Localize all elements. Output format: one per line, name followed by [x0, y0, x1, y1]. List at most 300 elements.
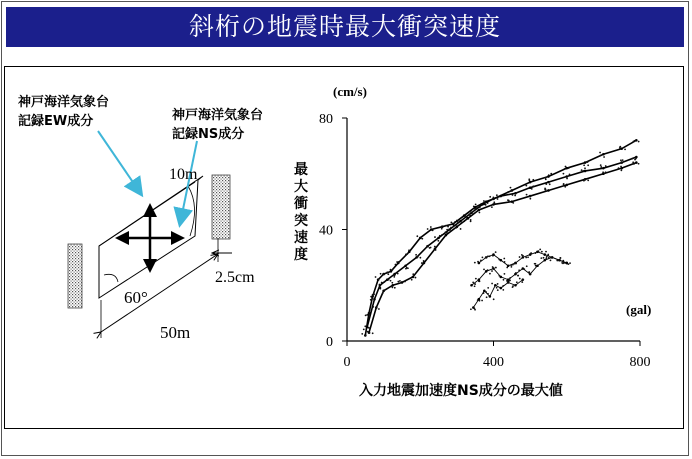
data-point-scatter [484, 202, 486, 204]
data-point-scatter [367, 331, 369, 333]
y-axis-title: 最大衝突速度 [294, 162, 308, 263]
data-point-scatter [492, 266, 494, 268]
label-ew-line1: 神戸海洋気象台 [18, 95, 110, 110]
data-point-scatter [545, 257, 547, 259]
data-point [635, 161, 638, 164]
data-point-scatter [600, 166, 602, 168]
data-point-scatter [441, 234, 443, 236]
data-point-scatter [632, 161, 634, 163]
data-point-scatter [441, 228, 443, 230]
data-point-scatter [489, 196, 491, 198]
data-point-scatter [492, 255, 494, 257]
label-ns-line2: 記録NS成分 [172, 127, 245, 142]
data-point-scatter [514, 195, 516, 197]
data-point-scatter [450, 227, 452, 229]
data-point-scatter [600, 164, 602, 166]
data-point-scatter [477, 261, 479, 263]
data-point-scatter [397, 273, 399, 275]
x-tick-label: 800 [629, 355, 651, 370]
data-point-scatter [491, 283, 493, 285]
dim-clearance-label: 2.5cm [215, 269, 255, 286]
data-point-scatter [372, 306, 374, 308]
y-tick-label: 80 [319, 112, 333, 127]
data-point-scatter [530, 252, 532, 254]
data-point-scatter [457, 221, 459, 223]
y-unit-label: (cm/s) [333, 84, 367, 99]
data-point-scatter [394, 287, 396, 289]
data-point-scatter [512, 202, 514, 204]
data-point-scatter [439, 235, 441, 237]
data-point [514, 284, 517, 287]
data-point [543, 253, 546, 256]
data-point-scatter [364, 335, 366, 337]
dim-angle-label: 60° [124, 288, 148, 307]
data-point-scatter [479, 280, 481, 282]
data-point-scatter [496, 194, 498, 196]
data-point-scatter [504, 273, 506, 275]
data-point-scatter [386, 271, 388, 273]
data-point-scatter [587, 164, 589, 166]
data-point-scatter [632, 141, 634, 143]
data-point-scatter [496, 287, 498, 289]
data-point-scatter [406, 267, 408, 269]
data-point-scatter [390, 269, 392, 271]
x-tick-label: 400 [483, 355, 504, 370]
data-point-scatter [487, 269, 489, 271]
data-point-scatter [415, 254, 417, 256]
data-point-scatter [378, 279, 380, 281]
data-point-scatter [497, 283, 499, 285]
data-point-scatter [485, 291, 487, 293]
data-point-scatter [531, 188, 533, 190]
data-point-scatter [372, 332, 374, 334]
data-point-scatter [391, 287, 393, 289]
data-point-scatter [472, 281, 474, 283]
data-point-scatter [415, 277, 417, 279]
data-point [483, 290, 486, 293]
data-point-scatter [515, 192, 517, 194]
data-point-scatter [378, 308, 380, 310]
data-point-scatter [383, 281, 385, 283]
data-point-scatter [638, 141, 640, 143]
data-point-scatter [471, 211, 473, 213]
data-point-scatter [470, 308, 472, 310]
data-point-scatter [391, 282, 393, 284]
abutment-left [68, 244, 82, 308]
data-point-scatter [363, 328, 365, 330]
data-point-scatter [528, 272, 530, 274]
data-point-scatter [427, 228, 429, 230]
y-tick-label: 0 [326, 335, 333, 350]
data-point-scatter [461, 216, 463, 218]
data-point-scatter [519, 278, 521, 280]
data-point [478, 209, 481, 212]
data-point-scatter [539, 248, 541, 250]
label-ns-line1: 神戸海洋気象台 [172, 108, 264, 123]
data-point-scatter [441, 226, 443, 228]
data-point-scatter [483, 200, 485, 202]
data-point-scatter [475, 278, 477, 280]
data-point-scatter [388, 279, 390, 281]
data-point-scatter [582, 170, 584, 172]
angle-arc [104, 274, 118, 282]
data-point-scatter [529, 195, 531, 197]
data-point-scatter [522, 279, 524, 281]
slide-title: 斜桁の地震時最大衝突速度 [6, 7, 684, 47]
data-point-scatter [618, 167, 620, 169]
data-point-scatter [497, 198, 499, 200]
data-point-scatter [515, 263, 517, 265]
data-point [404, 264, 407, 267]
data-point-scatter [492, 196, 494, 198]
data-point [543, 259, 546, 262]
data-point-scatter [621, 161, 623, 163]
data-point-scatter [430, 247, 432, 249]
data-point-scatter [421, 238, 423, 240]
data-point-scatter [526, 265, 528, 267]
data-point-scatter [371, 297, 373, 299]
data-point-scatter [364, 325, 366, 327]
data-point-scatter [404, 281, 406, 283]
data-point-scatter [482, 256, 484, 258]
data-point-scatter [379, 288, 381, 290]
data-point-scatter [510, 187, 512, 189]
data-point-scatter [549, 183, 551, 185]
data-point-scatter [526, 194, 528, 196]
data-point-scatter [399, 280, 401, 282]
data-point-scatter [509, 277, 511, 279]
data-point-scatter [550, 259, 552, 261]
data-point-scatter [411, 279, 413, 281]
data-point-scatter [481, 300, 483, 302]
data-point-scatter [504, 261, 506, 263]
data-point-scatter [420, 236, 422, 238]
data-point [437, 237, 440, 240]
data-point-scatter [638, 163, 640, 165]
data-point-scatter [510, 264, 512, 266]
data-point-scatter [474, 309, 476, 311]
data-point [565, 184, 568, 187]
arrow-head-up [143, 203, 157, 217]
data-point-scatter [564, 262, 566, 264]
data-point-scatter [566, 178, 568, 180]
data-point-scatter [603, 156, 605, 158]
data-point-scatter [455, 227, 457, 229]
data-point-scatter [493, 298, 495, 300]
data-point-scatter [398, 261, 400, 263]
data-point-scatter [562, 260, 564, 262]
data-point-scatter [540, 257, 542, 259]
dim-gap-label: 10m [169, 166, 198, 183]
data-point [565, 262, 568, 265]
data-point-scatter [369, 332, 371, 334]
arrow-head-left [115, 231, 129, 245]
data-point-scatter [373, 293, 375, 295]
data-point-scatter [560, 257, 562, 259]
data-point-scatter [587, 179, 589, 181]
data-point-scatter [408, 249, 410, 251]
data-point [635, 139, 638, 142]
data-point-scatter [421, 262, 423, 264]
data-point-scatter [492, 198, 494, 200]
data-point-scatter [491, 270, 493, 272]
data-point-scatter [521, 281, 523, 283]
data-point-scatter [483, 292, 485, 294]
data-point-scatter [453, 225, 455, 227]
data-point-scatter [485, 204, 487, 206]
y-tick-label: 40 [319, 223, 333, 239]
data-point-scatter [435, 249, 437, 251]
data-point-scatter [365, 314, 367, 316]
data-point-scatter [532, 185, 534, 187]
data-point-scatter [511, 190, 513, 192]
data-point-scatter [437, 240, 439, 242]
data-point-scatter [583, 180, 585, 182]
data-point-scatter [395, 264, 397, 266]
data-point-scatter [456, 220, 458, 222]
data-point-scatter [460, 228, 462, 230]
data-point-scatter [489, 273, 491, 275]
data-point-scatter [619, 146, 621, 148]
data-point-scatter [538, 250, 540, 252]
data-point-scatter [479, 206, 481, 208]
abutment-right [212, 175, 230, 239]
data-point-scatter [516, 281, 518, 283]
data-point-scatter [450, 221, 452, 223]
data-point-scatter [432, 229, 434, 231]
data-point-scatter [508, 200, 510, 202]
data-point-scatter [569, 262, 571, 264]
data-point-scatter [391, 269, 393, 271]
data-point-scatter [599, 152, 601, 154]
data-point [602, 153, 605, 156]
data-point-scatter [558, 259, 560, 261]
data-point-scatter [394, 274, 396, 276]
data-point-scatter [474, 285, 476, 287]
data-point-scatter [587, 161, 589, 163]
data-point-scatter [564, 168, 566, 170]
data-point-scatter [387, 273, 389, 275]
data-point-scatter [397, 281, 399, 283]
series-trace [367, 140, 636, 327]
arrow-head-right [171, 231, 185, 245]
data-point-scatter [528, 178, 530, 180]
data-point-scatter [622, 159, 624, 161]
data-point-scatter [382, 292, 384, 294]
length-dimension-arrow [101, 254, 218, 332]
data-point-scatter [583, 164, 585, 166]
data-point-scatter [474, 208, 476, 210]
series-trace [365, 157, 636, 335]
data-point-scatter [427, 245, 429, 247]
data-point-scatter [361, 333, 363, 335]
data-point-scatter [502, 285, 504, 287]
data-point-scatter [603, 172, 605, 174]
data-point-scatter [620, 169, 622, 171]
data-point-scatter [600, 155, 602, 157]
data-point-scatter [529, 198, 531, 200]
data-point-scatter [470, 219, 472, 221]
data-point-scatter [473, 205, 475, 207]
data-point-scatter [419, 257, 421, 259]
pointer-arrow-ew [98, 131, 141, 194]
data-point [445, 234, 448, 237]
data-point-scatter [497, 289, 499, 291]
data-point-scatter [550, 257, 552, 259]
data-point-scatter [430, 226, 432, 228]
data-point-scatter [379, 284, 381, 286]
data-point-scatter [527, 256, 529, 258]
data-point [602, 167, 605, 170]
data-point [494, 284, 497, 287]
data-point-scatter [568, 167, 570, 169]
x-unit-label: (gal) [626, 302, 652, 317]
data-point-scatter [512, 285, 514, 287]
data-point-scatter [487, 255, 489, 257]
data-point-scatter [545, 189, 547, 191]
data-point-scatter [510, 266, 512, 268]
data-point-scatter [384, 289, 386, 291]
data-point [547, 181, 550, 184]
data-point-scatter [406, 253, 408, 255]
data-point-scatter [495, 251, 497, 253]
data-point-scatter [541, 251, 543, 253]
data-point-scatter [513, 263, 515, 265]
series-trace [479, 252, 567, 266]
data-point-scatter [532, 179, 534, 181]
data-point-scatter [515, 272, 517, 274]
data-point-scatter [518, 269, 520, 271]
data-point-scatter [480, 259, 482, 261]
data-point-scatter [366, 314, 368, 316]
data-point-scatter [396, 261, 398, 263]
data-point-scatter [550, 173, 552, 175]
data-point-scatter [633, 163, 635, 165]
data-point-scatter [525, 257, 527, 259]
data-point-scatter [563, 173, 565, 175]
data-point-scatter [545, 251, 547, 253]
data-point-scatter [489, 255, 491, 257]
data-point-scatter [512, 194, 514, 196]
data-point-scatter [548, 174, 550, 176]
data-point-scatter [507, 282, 509, 284]
data-point-scatter [416, 235, 418, 237]
data-point-scatter [523, 268, 525, 270]
data-point-scatter [632, 158, 634, 160]
data-point-scatter [547, 254, 549, 256]
data-point-scatter [506, 267, 508, 269]
data-point-scatter [483, 268, 485, 270]
chart-plot-area [361, 139, 639, 337]
data-point-scatter [620, 159, 622, 161]
data-point-scatter [485, 257, 487, 259]
data-point-scatter [454, 221, 456, 223]
data-point-scatter [584, 167, 586, 169]
data-point-scatter [535, 265, 537, 267]
data-point-scatter [517, 275, 519, 277]
data-point-scatter [502, 289, 504, 291]
data-point-scatter [495, 267, 497, 269]
data-point [489, 295, 492, 298]
data-point-scatter [507, 191, 509, 193]
data-point-scatter [561, 262, 563, 264]
series-trace [369, 163, 636, 333]
data-point-scatter [417, 256, 419, 258]
data-point-scatter [620, 166, 622, 168]
data-point-scatter [545, 183, 547, 185]
data-point-scatter [624, 148, 626, 150]
data-point-scatter [487, 293, 489, 295]
data-point-scatter [498, 275, 500, 277]
data-point-scatter [480, 203, 482, 205]
data-point-scatter [393, 276, 395, 278]
data-point [500, 287, 503, 290]
dim-length-label: 50m [160, 323, 191, 342]
data-point-scatter [434, 246, 436, 248]
data-point-scatter [548, 257, 550, 259]
data-point-scatter [569, 174, 571, 176]
data-point-scatter [479, 300, 481, 302]
data-point-scatter [452, 223, 454, 225]
data-point-scatter [493, 201, 495, 203]
label-ew-line2: 記録EW成分 [18, 114, 94, 129]
data-point-scatter [503, 279, 505, 281]
data-point-scatter [412, 273, 414, 275]
arrow-head-down [143, 259, 157, 273]
data-point-scatter [446, 232, 448, 234]
data-point-scatter [479, 212, 481, 214]
x-axis-title: 入力地震加速度NS成分の最大値 [359, 383, 563, 399]
data-point [448, 228, 451, 231]
data-point-scatter [447, 226, 449, 228]
data-point-scatter [563, 183, 565, 185]
data-point [584, 161, 587, 164]
data-point-scatter [503, 258, 505, 260]
data-point-scatter [423, 261, 425, 263]
data-point [401, 281, 404, 284]
data-point-scatter [564, 186, 566, 188]
data-point [373, 298, 376, 301]
data-point-scatter [522, 255, 524, 257]
data-point-scatter [370, 299, 372, 301]
data-point-scatter [487, 287, 489, 289]
data-point-scatter [390, 280, 392, 282]
data-point [547, 189, 550, 192]
data-point-scatter [534, 263, 536, 265]
data-point-scatter [475, 203, 477, 205]
data-point-scatter [380, 273, 382, 275]
data-point-scatter [534, 252, 536, 254]
joint-curve [188, 186, 195, 236]
data-point-scatter [445, 225, 447, 227]
data-point [565, 175, 568, 178]
data-point-scatter [376, 307, 378, 309]
data-point-scatter [464, 214, 466, 216]
data-point-scatter [491, 206, 493, 208]
data-point-scatter [375, 276, 377, 278]
data-point-scatter [382, 274, 384, 276]
data-point-scatter [605, 165, 607, 167]
data-point-scatter [498, 259, 500, 261]
data-point-scatter [474, 262, 476, 264]
data-point-scatter [581, 169, 583, 171]
data-point-scatter [634, 159, 636, 161]
data-point [470, 284, 473, 287]
data-point-scatter [509, 280, 511, 282]
x-tick-label: 0 [343, 355, 351, 370]
data-point-scatter [486, 296, 488, 298]
data-point-scatter [519, 256, 521, 258]
